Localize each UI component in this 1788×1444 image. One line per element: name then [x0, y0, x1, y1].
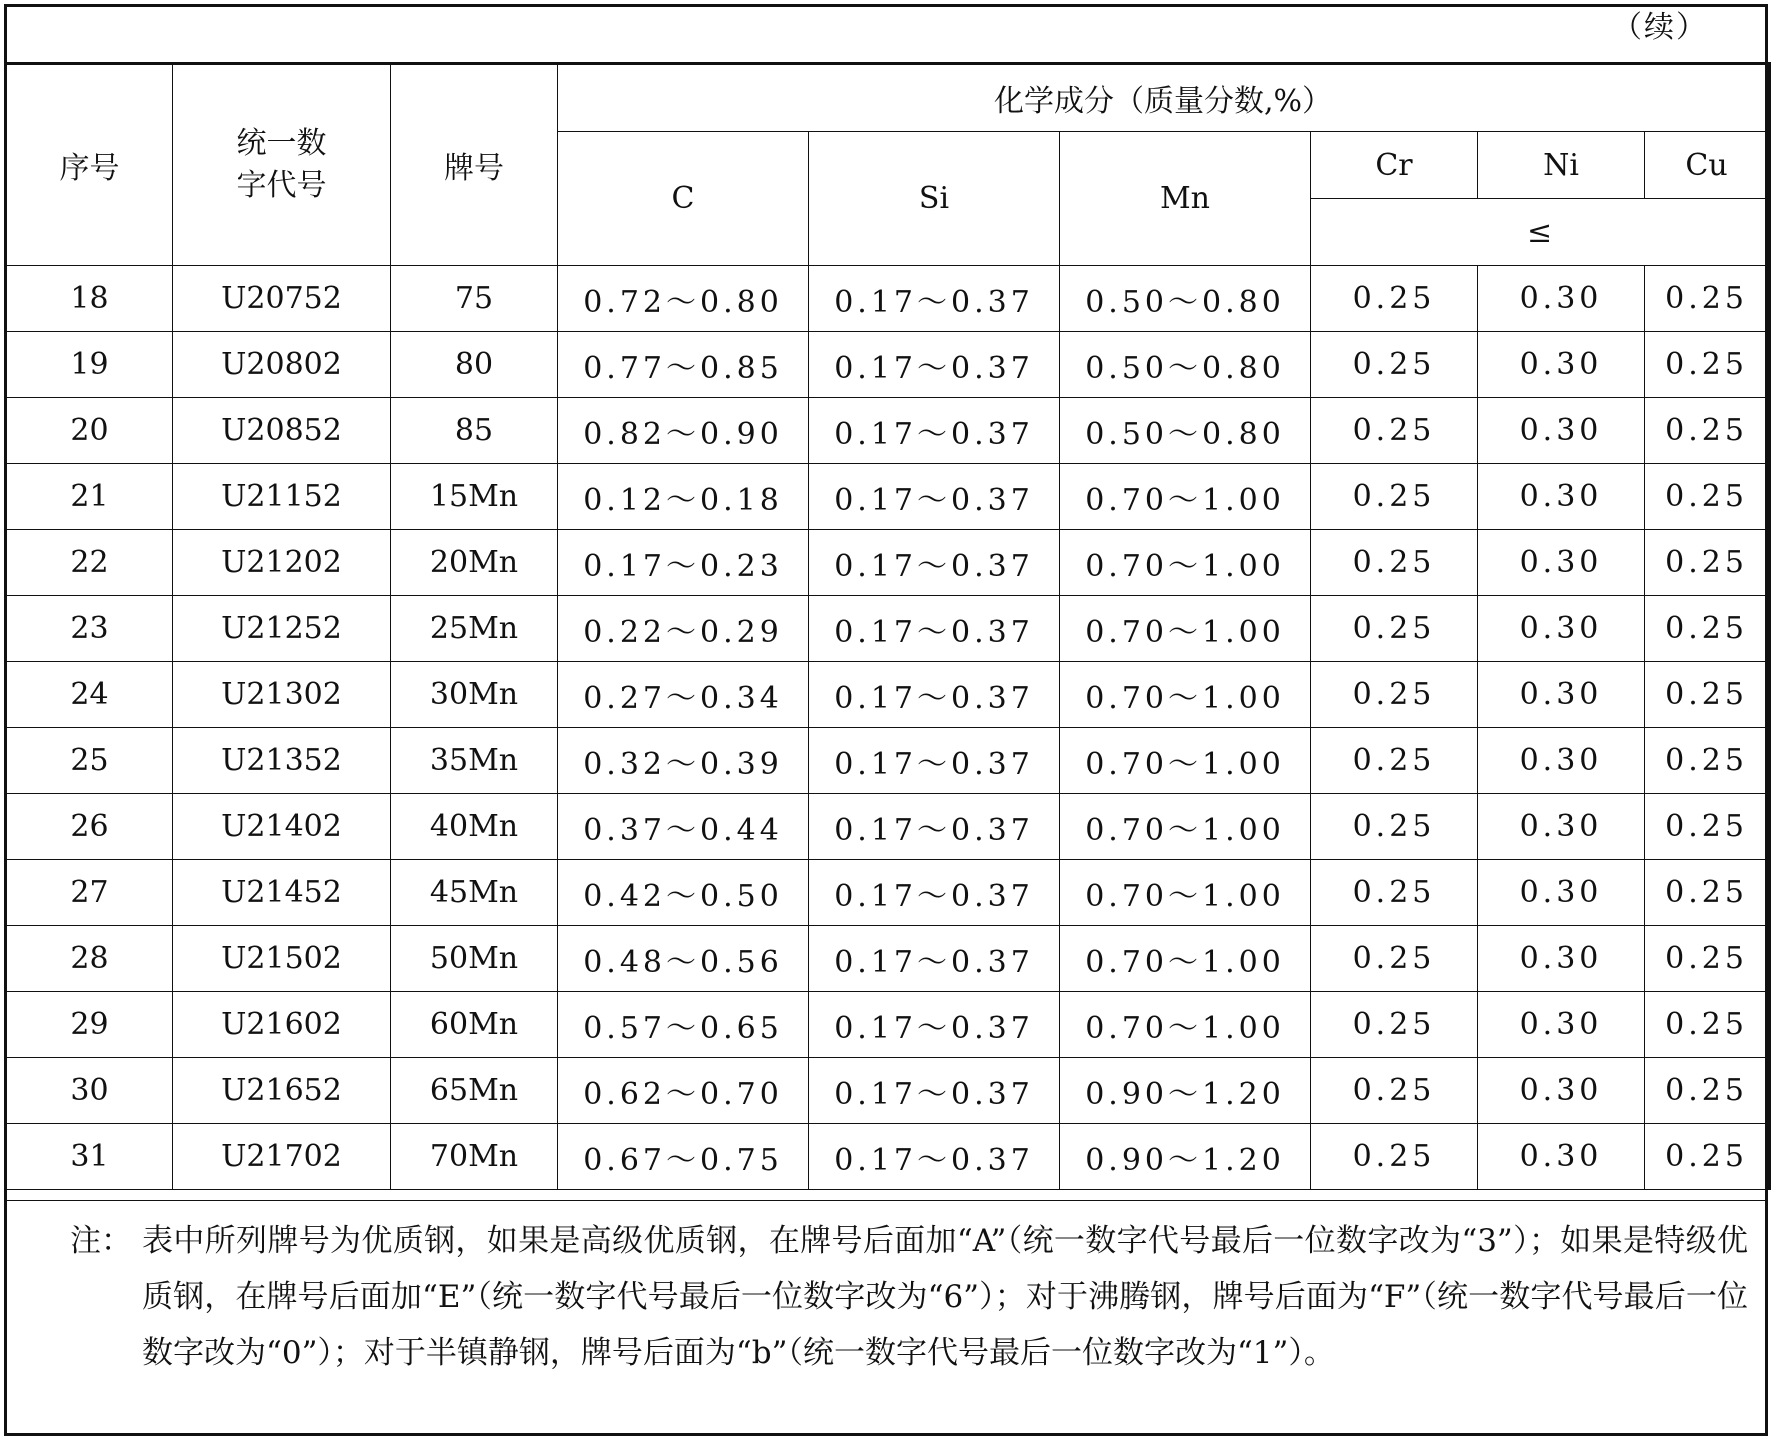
table-row — [6, 1124, 1770, 1190]
header-grade: 牌号 — [391, 64, 558, 266]
cell-si: 0.17～0.37 — [809, 464, 1060, 530]
table-row — [6, 728, 1770, 794]
cell-c: 0.82～0.90 — [558, 398, 809, 464]
cell-c: 0.27～0.34 — [558, 662, 809, 728]
header-code — [173, 64, 391, 266]
cell-seq: 27 — [6, 860, 173, 926]
cell-cu: 0.25 — [1645, 728, 1770, 794]
cell-mn: 0.90～1.20 — [1060, 1124, 1311, 1190]
cell-grade: 60Mn — [391, 992, 558, 1058]
cell-seq: 22 — [6, 530, 173, 596]
cell-grade: 65Mn — [391, 1058, 558, 1124]
cell-grade: 45Mn — [391, 860, 558, 926]
chemical-composition-table — [4, 62, 1771, 1190]
cell-si: 0.17～0.37 — [809, 860, 1060, 926]
cell-cu: 0.25 — [1645, 662, 1770, 728]
cell-cr: 0.25 — [1311, 728, 1478, 794]
cell-cu: 0.25 — [1645, 596, 1770, 662]
cell-c: 0.57～0.65 — [558, 992, 809, 1058]
cell-si: 0.17～0.37 — [809, 332, 1060, 398]
cell-seq: 29 — [6, 992, 173, 1058]
cell-cr: 0.25 — [1311, 464, 1478, 530]
cell-mn: 0.70～1.00 — [1060, 662, 1311, 728]
cell-ni: 0.30 — [1478, 728, 1645, 794]
table-note — [4, 1200, 1768, 1436]
cell-seq: 23 — [6, 596, 173, 662]
header-seq: 序号 — [6, 64, 173, 266]
table-row — [6, 596, 1770, 662]
cell-cr: 0.25 — [1311, 860, 1478, 926]
cell-code: U21152 — [173, 464, 391, 530]
cell-cr: 0.25 — [1311, 926, 1478, 992]
cell-c: 0.67～0.75 — [558, 1124, 809, 1190]
cell-grade: 85 — [391, 398, 558, 464]
header-si: Si — [809, 132, 1060, 266]
cell-c: 0.32～0.39 — [558, 728, 809, 794]
table-row — [6, 266, 1770, 332]
cell-si: 0.17～0.37 — [809, 266, 1060, 332]
cell-c: 0.62～0.70 — [558, 1058, 809, 1124]
cell-c: 0.12～0.18 — [558, 464, 809, 530]
cell-mn: 0.50～0.80 — [1060, 266, 1311, 332]
cell-ni: 0.30 — [1478, 992, 1645, 1058]
cell-si: 0.17～0.37 — [809, 1058, 1060, 1124]
cell-cr: 0.25 — [1311, 530, 1478, 596]
cell-seq: 28 — [6, 926, 173, 992]
header-max: ≤ — [1311, 199, 1770, 266]
cell-grade: 20Mn — [391, 530, 558, 596]
cell-grade: 75 — [391, 266, 558, 332]
cell-cu: 0.25 — [1645, 332, 1770, 398]
cell-cr: 0.25 — [1311, 398, 1478, 464]
cell-code: U21302 — [173, 662, 391, 728]
cell-si: 0.17～0.37 — [809, 662, 1060, 728]
cell-code: U20802 — [173, 332, 391, 398]
cell-cu: 0.25 — [1645, 530, 1770, 596]
cell-cr: 0.25 — [1311, 794, 1478, 860]
note-label: 注： — [70, 1223, 132, 1259]
cell-c: 0.42～0.50 — [558, 860, 809, 926]
cell-ni: 0.30 — [1478, 332, 1645, 398]
cell-mn: 0.90～1.20 — [1060, 1058, 1311, 1124]
header-cu: Cu — [1645, 132, 1770, 199]
cell-seq: 25 — [6, 728, 173, 794]
cell-grade: 40Mn — [391, 794, 558, 860]
cell-mn: 0.70～1.00 — [1060, 596, 1311, 662]
note-text: 表中所列牌号为优质钢，如果是高级优质钢，在牌号后面加“A”（统一数字代号最后一位数字改为“3”）；如果是特级优质钢，在牌号后面加“E”（统一数字代号最后一位数字改为“6”）；对于沸腾钢，牌号后面为“F”（统一数字代号最后一位数字改为“0”）；对于半镇静钢，牌号后面为“b”（统一数字代号最后一位数字改为“1”）。 — [142, 1223, 1748, 1371]
table-row — [6, 992, 1770, 1058]
table-row — [6, 464, 1770, 530]
cell-si: 0.17～0.37 — [809, 992, 1060, 1058]
cell-c: 0.37～0.44 — [558, 794, 809, 860]
cell-code: U21352 — [173, 728, 391, 794]
table-row — [6, 794, 1770, 860]
cell-c: 0.72～0.80 — [558, 266, 809, 332]
cell-ni: 0.30 — [1478, 464, 1645, 530]
table-row — [6, 662, 1770, 728]
cell-seq: 30 — [6, 1058, 173, 1124]
cell-si: 0.17～0.37 — [809, 596, 1060, 662]
cell-si: 0.17～0.37 — [809, 530, 1060, 596]
cell-ni: 0.30 — [1478, 860, 1645, 926]
cell-seq: 19 — [6, 332, 173, 398]
cell-c: 0.48～0.56 — [558, 926, 809, 992]
cell-code: U20752 — [173, 266, 391, 332]
cell-seq: 20 — [6, 398, 173, 464]
cell-code: U21202 — [173, 530, 391, 596]
header-cr: Cr — [1311, 132, 1478, 199]
cell-ni: 0.30 — [1478, 1124, 1645, 1190]
cell-si: 0.17～0.37 — [809, 1124, 1060, 1190]
cell-seq: 18 — [6, 266, 173, 332]
cell-c: 0.77～0.85 — [558, 332, 809, 398]
cell-ni: 0.30 — [1478, 926, 1645, 992]
table-row — [6, 860, 1770, 926]
cell-grade: 30Mn — [391, 662, 558, 728]
header-chem: 化学成分（质量分数,%） — [558, 64, 1770, 132]
cell-seq: 26 — [6, 794, 173, 860]
cell-cr: 0.25 — [1311, 596, 1478, 662]
cell-grade: 80 — [391, 332, 558, 398]
table-row — [6, 1058, 1770, 1124]
cell-code: U21652 — [173, 1058, 391, 1124]
cell-seq: 21 — [6, 464, 173, 530]
cell-cr: 0.25 — [1311, 1058, 1478, 1124]
cell-mn: 0.50～0.80 — [1060, 332, 1311, 398]
cell-ni: 0.30 — [1478, 530, 1645, 596]
cell-mn: 0.70～1.00 — [1060, 992, 1311, 1058]
cell-cr: 0.25 — [1311, 662, 1478, 728]
header-c: C — [558, 132, 809, 266]
cell-code: U20852 — [173, 398, 391, 464]
cell-c: 0.17～0.23 — [558, 530, 809, 596]
cell-seq: 24 — [6, 662, 173, 728]
cell-seq: 31 — [6, 1124, 173, 1190]
cell-code: U21502 — [173, 926, 391, 992]
cell-mn: 0.70～1.00 — [1060, 464, 1311, 530]
continued-label: （续） — [1612, 10, 1708, 45]
table-row — [6, 530, 1770, 596]
header-code-line1: 统一数 — [236, 126, 327, 161]
cell-c: 0.22～0.29 — [558, 596, 809, 662]
table-row — [6, 398, 1770, 464]
cell-cr: 0.25 — [1311, 266, 1478, 332]
cell-si: 0.17～0.37 — [809, 794, 1060, 860]
cell-code: U21602 — [173, 992, 391, 1058]
cell-si: 0.17～0.37 — [809, 926, 1060, 992]
table-row — [6, 332, 1770, 398]
table-row — [6, 926, 1770, 992]
cell-mn: 0.70～1.00 — [1060, 728, 1311, 794]
cell-grade: 15Mn — [391, 464, 558, 530]
cell-cu: 0.25 — [1645, 398, 1770, 464]
cell-code: U21452 — [173, 860, 391, 926]
cell-ni: 0.30 — [1478, 662, 1645, 728]
cell-cr: 0.25 — [1311, 1124, 1478, 1190]
cell-cu: 0.25 — [1645, 860, 1770, 926]
cell-cu: 0.25 — [1645, 266, 1770, 332]
cell-grade: 35Mn — [391, 728, 558, 794]
cell-cu: 0.25 — [1645, 1058, 1770, 1124]
cell-cr: 0.25 — [1311, 332, 1478, 398]
header-ni: Ni — [1478, 132, 1645, 199]
cell-grade: 70Mn — [391, 1124, 558, 1190]
cell-cu: 0.25 — [1645, 926, 1770, 992]
cell-mn: 0.70～1.00 — [1060, 860, 1311, 926]
cell-grade: 25Mn — [391, 596, 558, 662]
cell-ni: 0.30 — [1478, 596, 1645, 662]
cell-code: U21402 — [173, 794, 391, 860]
cell-si: 0.17～0.37 — [809, 398, 1060, 464]
cell-ni: 0.30 — [1478, 398, 1645, 464]
cell-cr: 0.25 — [1311, 992, 1478, 1058]
cell-mn: 0.70～1.00 — [1060, 926, 1311, 992]
cell-mn: 0.50～0.80 — [1060, 398, 1311, 464]
cell-cu: 0.25 — [1645, 992, 1770, 1058]
cell-ni: 0.30 — [1478, 794, 1645, 860]
cell-grade: 50Mn — [391, 926, 558, 992]
header-code-line2: 字代号 — [236, 168, 327, 203]
cell-ni: 0.30 — [1478, 266, 1645, 332]
cell-cu: 0.25 — [1645, 1124, 1770, 1190]
cell-si: 0.17～0.37 — [809, 728, 1060, 794]
cell-cu: 0.25 — [1645, 794, 1770, 860]
cell-code: U21702 — [173, 1124, 391, 1190]
cell-mn: 0.70～1.00 — [1060, 530, 1311, 596]
cell-mn: 0.70～1.00 — [1060, 794, 1311, 860]
cell-code: U21252 — [173, 596, 391, 662]
header-mn: Mn — [1060, 132, 1311, 266]
cell-cu: 0.25 — [1645, 464, 1770, 530]
cell-ni: 0.30 — [1478, 1058, 1645, 1124]
